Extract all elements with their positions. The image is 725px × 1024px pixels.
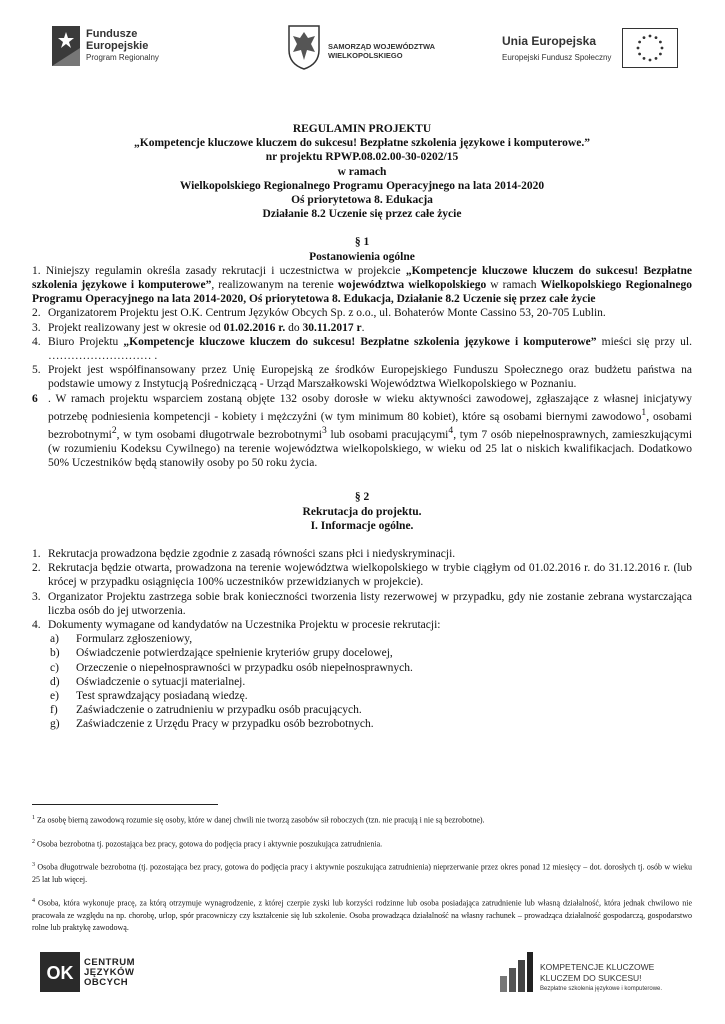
document-item-text: Test sprawdzający posiadaną wiedzę.	[76, 689, 248, 702]
section-2-sign: § 2	[354, 491, 370, 504]
title-line-3: nr projektu RPWP.08.02.00-30-0202/15	[265, 151, 459, 164]
s2-item-number: 1.	[32, 547, 41, 560]
document-item-text: Oświadczenie o sytuacji materialnej.	[76, 675, 246, 688]
s1-item-2-number: 2.	[32, 307, 41, 320]
document-item-text: Formularz zgłoszeniowy,	[76, 633, 193, 646]
document-item-text: Zaświadczenie z Urzędu Pracy w przypadku osób bezrobotnych.	[76, 718, 374, 731]
s2-item-number: 2.	[32, 562, 41, 575]
footnote	[32, 859, 692, 886]
fe-logo-line1: Fundusze	[86, 28, 138, 40]
document-item-letter: a)	[50, 633, 59, 646]
s1-item-1-text-a: . Niniejszy regulamin określa zasady rekrutacji i uczestnictwa w projekcie	[37, 264, 406, 277]
footnotes	[32, 812, 692, 943]
title-line-1: REGULAMIN PROJEKTU	[292, 123, 432, 135]
s1-item-2-text: Organizatorem Projektu jest O.K. Centrum Języków Obcych Sp. z o.o., ul. Bohaterów Monte Cassino 53, 20-705 Lublin.	[48, 307, 606, 320]
s1-item-1-project-name: „Kompetencje kluczowe kluczem do sukcesu! Bezpłatne szkolenia językowe i komputerowe”	[32, 264, 693, 292]
footnote-text: Osoba bezrobotna tj. pozostająca bez pracy, gotowa do podjęcia pracy i aktywnie poszukująca zatrudnienia.	[35, 839, 383, 849]
s1-item-3-number: 3.	[32, 321, 41, 334]
title-line-4: w ramach	[337, 165, 387, 178]
s1-item-3-text-e: .	[361, 321, 365, 334]
document-item-letter: f)	[50, 704, 58, 717]
s1-item-4-text-c: mieści się przy ul. ……………………… .	[48, 335, 692, 363]
wlkp-logo-line2: WIELKOPOLSKIEGO	[328, 51, 403, 60]
cjo-logo-line3: OBCYCH	[84, 977, 129, 988]
s1-item-6-text-b: , osobami bezrobotnymi	[48, 410, 692, 441]
s1-item-6-text-d: lub osobami pracującymi	[326, 428, 449, 441]
document-item-letter: b)	[50, 647, 60, 660]
s1-item-1-region: województwa wielkopolskiego	[337, 279, 487, 292]
ok-mark-icon	[40, 952, 80, 992]
document-item-letter: c)	[50, 661, 59, 674]
s1-item-3-text-a: Projekt realizowany jest w okresie od	[48, 321, 224, 334]
s1-item-1-text-e: w ramach	[486, 279, 541, 292]
s2-item-text: Rekrutacja będzie otwarta, prowadzona na terenie województwa wielkopolskiego w trybie ciągłym od 01.02.2016 r. do 31.12.2016 r. (lub krócej w przypadku osiągnięcia 100% uczestników przewidzianych w projekcie).	[48, 562, 692, 589]
s1-item-3-end-date: 30.11.2017 r	[302, 321, 362, 334]
header-logos	[0, 18, 725, 78]
section-1-sign: § 1	[354, 236, 370, 249]
s1-item-4-project-name: „Kompetencje kluczowe kluczem do sukcesu! Bezpłatne szkolenia językowe i komputerowe”	[123, 335, 597, 348]
document-title	[32, 122, 692, 221]
s2-item-text: Dokumenty wymagane od kandydatów na Uczestnika Projektu w procesie rekrutacji:	[48, 618, 441, 631]
footnote-separator	[32, 804, 218, 805]
s2-item-number: 3.	[32, 590, 41, 603]
kk-logo-line2: KLUCZEM DO SUKCESU!	[540, 973, 642, 983]
s2-item-text: Rekrutacja prowadzona będzie zgodnie z zasadą równości szans płci i niedyskryminacji.	[48, 547, 456, 560]
section-2-heading: Rekrutacja do projektu.	[302, 505, 422, 518]
centrum-jezykow-obcych-logo	[40, 952, 160, 1000]
s2-item-number: 4.	[32, 618, 41, 631]
cjo-logo-line2: JĘZYKÓW	[84, 967, 135, 978]
document-item	[32, 689, 692, 703]
fe-logo-line2: Europejskie	[86, 40, 149, 52]
title-line-2: „Kompetencje kluczowe kluczem do sukcesu! Bezpłatne szkolenia językowe i komputerowe.”	[134, 137, 590, 150]
section-2-list	[32, 547, 692, 632]
required-documents-list	[32, 632, 692, 731]
ok-mark-text: OK	[46, 963, 74, 983]
s1-item-6-text-a: . W ramach projektu wsparciem zostaną objęte 132 osoby dorosłe w wieku aktywności zawodowej, zgłaszające z własnej inicjatywy potrzebę podniesienia kompetencji - kobiety i mężczyźni (w tym minimum 80 kobiet), które są osobami biernymi zawodowo	[48, 392, 692, 423]
footnote-text: Osoba długotrwale bezrobotna (tj. pozostająca bez pracy, gotowa do podjęcia pracy i aktywnie poszukująca zatrudnienia) nieprzerwanie przez okres ponad 12 miesięcy – dot. dorosłych tj. osób w wieku 25 lat lub więcej.	[32, 862, 692, 884]
footnote	[32, 836, 692, 851]
footnote	[32, 812, 692, 827]
ue-logo-line1: Unia Europejska	[502, 34, 597, 48]
s1-item-1-program: Wielkopolskiego Regionalnego Programu Operacyjnego na lata 2014-2020, Oś priorytetowa 8. Edukacja, Działanie 8.2 Uczenie się przez całe życie	[32, 279, 692, 306]
kk-logo-line1: KOMPETENCJE KLUCZOWE	[540, 962, 655, 972]
document-item	[32, 661, 692, 675]
footnote	[32, 895, 692, 934]
s2-item	[32, 547, 692, 561]
footnote-ref-1: 1	[641, 406, 647, 418]
ue-logo-line2: Europejski Fundusz Społeczny	[502, 53, 612, 62]
kk-logo-line3: Bezpłatne szkolenia językowe i komputerowe.	[540, 986, 663, 992]
fe-logo-line3: Program Regionalny	[86, 53, 159, 62]
samorzad-wielkopolski-logo	[286, 24, 446, 78]
section-1-heading: Postanowienia ogólne	[309, 250, 415, 263]
s1-item-5-number: 5.	[32, 364, 41, 377]
bar-steps-icon	[498, 950, 534, 994]
document-item	[32, 632, 692, 646]
footnote-ref-2: 2	[111, 424, 117, 436]
s1-item-1-text-c: , realizowanym na terenie	[211, 279, 338, 292]
document-item-letter: e)	[50, 689, 59, 702]
section-1-list	[32, 306, 692, 470]
document-item	[32, 703, 692, 717]
section-2-subheading: I. Informacje ogólne.	[310, 519, 414, 532]
footnote-text: Za osobę bierną zawodową rozumie się osoby, które w danej chwili nie tworzą zasobów sił roboczych (tzn. nie pracują i nie są bezrobotne).	[35, 815, 485, 825]
document-item	[32, 717, 692, 731]
document-item-text: Zaświadczenie o zatrudnieniu w przypadku osób pracujących.	[76, 704, 362, 717]
footnote-ref-3: 3	[322, 424, 327, 436]
s1-item-3-start-date: 01.02.2016 r.	[223, 321, 286, 334]
s1-item-4	[32, 335, 692, 363]
title-line-6: Oś priorytetowa 8. Edukacja	[291, 194, 433, 207]
s1-item-6	[32, 392, 692, 471]
regulation-document	[32, 122, 692, 732]
footnote-text: Osoba, która wykonuje pracę, za którą otrzymuje wynagrodzenie, z której czerpie zyski lub korzyści rodzinne lub osoba posiadająca zatrudnienie lub własną działalność, która jednak chwilowo nie pracowała ze względu na np. chorobę, urlop, spór pracowniczy czy kształcenie się lub szkolenie. Osoba prowadząca działalność na własny rachunek – prowadząca działalność gospodarczą, gospodarstwo rolne lub praktykę zawodową.	[32, 898, 692, 932]
fundusze-europejskie-logo	[52, 24, 212, 78]
s1-item-3	[32, 321, 692, 335]
s1-item-6-text-c: , w tym osobami długotrwale bezrobotnymi	[116, 428, 322, 441]
title-line-7: Działanie 8.2 Uczenie się przez całe życie	[262, 208, 462, 221]
s1-item-4-number: 4.	[32, 335, 41, 348]
s1-item-3-text-c: do	[285, 321, 303, 334]
s1-item-5-text: Projekt jest współfinansowany przez Unię Europejską ze środków Europejskiego Funduszu Społecznego oraz budżetu państwa na podstawie umowy z Instytucją Pośredniczącą - Urząd Marszałkowski Województwa Wielkopolskiego w Poznaniu.	[48, 364, 692, 391]
s2-item	[32, 561, 692, 589]
s2-item-text: Organizator Projektu zastrzega sobie brak konieczności tworzenia listy rezerwowej w przypadku, gdy nie zostanie zebrana wystarczająca liczba osób do jej utworzenia.	[48, 590, 692, 617]
footnote-ref-4: 4	[448, 424, 454, 436]
s2-item	[32, 618, 692, 632]
unia-europejska-logo	[500, 24, 680, 78]
s1-item-5	[32, 363, 692, 391]
s1-item-4-text-a: Biuro Projektu	[48, 335, 124, 348]
kompetencje-kluczowe-logo	[498, 950, 698, 1000]
footnote-number: 1	[32, 815, 35, 821]
eagle-crest-icon	[286, 24, 322, 70]
fe-star-icon	[52, 26, 80, 66]
footnote-number: 2	[32, 838, 35, 845]
document-item-text: Orzeczenie o niepełnosprawności w przypadku osób niepełnosprawnych.	[76, 661, 413, 674]
s1-item-6-text-e: , tym 7 osób niepełnosprawnych, zamieszkującymi (w rozumieniu Kodeksu Cywilnego) na terenie województwa wielkopolskiego, w wieku od 25 lat o niskich kwalifikacjach. Dodatkowo 50% Uczestników będą stanowiły osoby po 50 roku życia.	[48, 428, 693, 470]
cjo-logo-line1: CENTRUM	[84, 957, 135, 968]
document-item	[32, 646, 692, 660]
s1-item-2	[32, 306, 692, 320]
eu-flag-icon	[622, 28, 678, 68]
document-item-text: Oświadczenie potwierdzające spełnienie kryteriów grupy docelowej,	[76, 647, 393, 660]
footnote-number: 3	[32, 862, 35, 869]
s1-item-1	[32, 264, 692, 307]
s2-item	[32, 590, 692, 618]
footnote-number: 4	[32, 897, 35, 904]
wlkp-logo-line1: SAMORZĄD WOJEWÓDZTWA	[328, 42, 436, 51]
document-item	[32, 675, 692, 689]
document-item-letter: g)	[50, 718, 60, 731]
title-line-5: Wielkopolskiego Regionalnego Programu Operacyjnego na lata 2014-2020	[179, 179, 545, 192]
s1-item-6-number: 6	[32, 392, 38, 405]
document-item-letter: d)	[50, 675, 60, 688]
s1-item-1-number: 1	[32, 264, 38, 277]
